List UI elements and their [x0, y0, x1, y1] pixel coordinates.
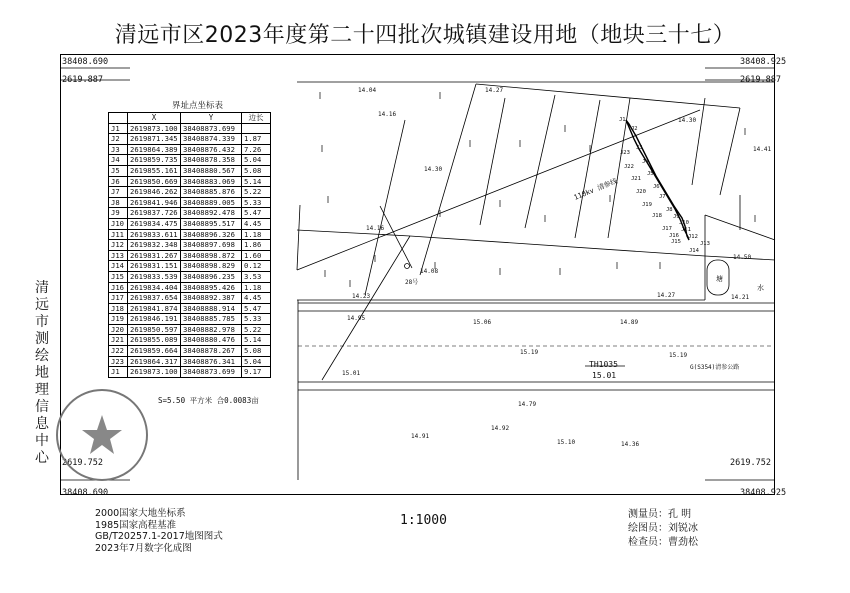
coord-cell-y: 38408885.876: [181, 187, 242, 198]
coord-cell-len: 5.33: [242, 314, 271, 325]
footer-left: [95, 508, 223, 554]
pt-j22: J22: [624, 164, 634, 170]
coord-cell-len: 5.14: [242, 176, 271, 187]
coord-cell-pt: J6: [109, 176, 128, 187]
water-label: 水: [757, 284, 764, 292]
coord-cell-pt: J10: [109, 218, 128, 229]
coord-cell-x: 2619850.669: [128, 176, 181, 187]
elev-label: 14.91: [411, 433, 430, 440]
elev-label: 14.21: [731, 294, 750, 301]
coord-table: [108, 112, 271, 378]
coord-cell-x: 2619855.089: [128, 335, 181, 346]
corner-tl-x: 38408.690: [62, 57, 109, 67]
coord-table-row: [109, 134, 271, 145]
coord-table-row: [109, 208, 271, 219]
elev-label: 14.16: [366, 225, 385, 232]
elev-label: 14.79: [518, 401, 537, 408]
coord-cell-x: 2619850.597: [128, 324, 181, 335]
corner-tr-x: 38408.925: [740, 57, 787, 67]
coord-cell-len: 9.17: [242, 367, 271, 378]
elev-label: 14.50: [733, 254, 752, 261]
coord-col-pt: [109, 113, 128, 124]
corner-tr-y: 2619.887: [740, 75, 781, 85]
pond-label: 塘: [716, 275, 723, 283]
coord-col-y: Y: [181, 113, 242, 124]
coord-cell-x: 2619841.874: [128, 303, 181, 314]
road-code-label: TH1035: [589, 360, 618, 369]
coord-cell-len: 5.04: [242, 356, 271, 367]
footer-date: 2023年7月数字化成图: [95, 542, 192, 554]
coord-cell-x: 2619846.262: [128, 187, 181, 198]
pt-j16: J16: [669, 233, 679, 239]
field-lines: [297, 82, 775, 480]
coord-cell-y: 38408892.387: [181, 293, 242, 304]
road-name-label: G(S354)清参公路: [690, 364, 740, 371]
footer-crs: 2000国家大地坐标系: [95, 508, 186, 519]
coord-table-title: 界址点坐标表: [172, 101, 224, 111]
coord-cell-x: 2619841.946: [128, 197, 181, 208]
coord-cell-y: 38408898.829: [181, 261, 242, 272]
coord-cell-len: 5.47: [242, 303, 271, 314]
elev-label: 14.89: [620, 319, 639, 326]
elev-label: 14.41: [753, 146, 772, 153]
coord-cell-len: 3.53: [242, 271, 271, 282]
coord-cell-pt: J20: [109, 324, 128, 335]
coord-cell-x: 2619871.345: [128, 134, 181, 145]
coord-cell-x: 2619859.735: [128, 155, 181, 166]
coord-cell-x: 2619873.100: [128, 367, 181, 378]
coord-cell-pt: J7: [109, 187, 128, 198]
corner-tl-y: 2619.887: [62, 75, 103, 85]
coord-cell-pt: J15: [109, 271, 128, 282]
coord-cell-pt: J14: [109, 261, 128, 272]
coord-cell-len: [242, 123, 271, 134]
elev-label: 14.04: [358, 87, 377, 94]
coord-cell-y: 38408895.517: [181, 218, 242, 229]
coord-cell-pt: J18: [109, 303, 128, 314]
coord-cell-len: 4.45: [242, 218, 271, 229]
coord-cell-len: 1.87: [242, 134, 271, 145]
surveyor-name: 孔 明: [668, 509, 692, 520]
coord-cell-x: 2619873.100: [128, 123, 181, 134]
coord-cell-len: 4.45: [242, 293, 271, 304]
coord-table-row: [109, 367, 271, 378]
coord-cell-y: 38408896.235: [181, 271, 242, 282]
elev-label: 14.30: [424, 166, 443, 173]
coord-cell-y: 38408873.699: [181, 123, 242, 134]
pt-j4: J4: [642, 159, 649, 165]
coord-cell-len: 1.86: [242, 240, 271, 251]
pt-j7: J7: [659, 194, 666, 200]
pt-j14: J14: [689, 248, 699, 254]
drafter-name: 刘锐冰: [668, 523, 698, 534]
pt-j11: J11: [681, 227, 691, 233]
coord-cell-x: 2619832.348: [128, 240, 181, 251]
pt-j2: J2: [631, 126, 638, 132]
coord-cell-pt: J11: [109, 229, 128, 240]
elev-label: 14.16: [378, 111, 397, 118]
pt-j23: J23: [620, 150, 630, 156]
elev-label: 14.36: [621, 441, 640, 448]
coord-cell-y: 38408878.358: [181, 155, 242, 166]
footer-right: [628, 508, 698, 550]
pt-j18: J18: [652, 213, 662, 219]
coord-cell-len: 5.33: [242, 197, 271, 208]
map-scale: 1:1000: [400, 513, 447, 528]
elev-label: 15.06: [473, 319, 492, 326]
elev-label: 15.01: [342, 370, 361, 377]
coord-table-row: [109, 250, 271, 261]
elev-label: 14.95: [347, 315, 366, 322]
pt-j10: J10: [679, 220, 689, 226]
surveyor-label: 测量员：: [628, 509, 668, 520]
pole-icon: [405, 264, 410, 269]
corner-bl-x: 38408.690: [62, 488, 109, 498]
coord-cell-y: 38408883.069: [181, 176, 242, 187]
corner-bl-y: 2619.752: [62, 458, 103, 468]
coord-cell-len: 0.12: [242, 261, 271, 272]
coord-cell-pt: J17: [109, 293, 128, 304]
checker-name: 曹劲松: [668, 537, 698, 548]
pt-j5: J5: [647, 171, 654, 177]
coord-cell-y: 38408876.341: [181, 356, 242, 367]
coord-cell-x: 2619837.654: [128, 293, 181, 304]
coord-cell-y: 38408880.567: [181, 165, 242, 176]
coord-cell-y: 38408874.339: [181, 134, 242, 145]
pt-j6: J6: [653, 184, 660, 190]
coord-cell-pt: J3: [109, 144, 128, 155]
coord-cell-x: 2619846.191: [128, 314, 181, 325]
coord-table-row: [109, 324, 271, 335]
coord-cell-pt: J16: [109, 282, 128, 293]
coord-cell-pt: J22: [109, 346, 128, 357]
pt-j15: J15: [671, 239, 681, 245]
elev-label: 14.30: [678, 117, 697, 124]
coord-cell-x: 2619837.726: [128, 208, 181, 219]
coord-cell-x: 2619864.389: [128, 144, 181, 155]
coord-col-len: 边长: [242, 113, 271, 124]
coord-cell-len: 5.14: [242, 335, 271, 346]
coord-table-row: [109, 346, 271, 357]
coord-table-row: [109, 155, 271, 166]
pt-j17: J17: [662, 226, 672, 232]
coord-table-row: [109, 165, 271, 176]
road: [298, 303, 775, 390]
coord-cell-x: 2619831.267: [128, 250, 181, 261]
elev-label: 14.92: [491, 425, 510, 432]
drafter-label: 绘图员：: [628, 523, 668, 534]
coord-cell-y: 38408889.005: [181, 197, 242, 208]
coord-cell-x: 2619833.611: [128, 229, 181, 240]
coord-col-x: X: [128, 113, 181, 124]
coord-table-row: [109, 293, 271, 304]
official-seal: [52, 385, 152, 485]
coord-cell-y: 38408882.978: [181, 324, 242, 335]
coord-cell-x: 2619834.475: [128, 218, 181, 229]
pt-j8: J8: [666, 207, 673, 213]
coord-cell-pt: J2: [109, 134, 128, 145]
coord-cell-len: 1.18: [242, 282, 271, 293]
coord-cell-len: 7.26: [242, 144, 271, 155]
coord-table-row: [109, 229, 271, 240]
coord-table-row: [109, 197, 271, 208]
footer-standard: GB/T20257.1-2017地图图式: [95, 531, 223, 542]
pt-j3: J3: [636, 145, 643, 151]
coord-cell-len: 5.08: [242, 165, 271, 176]
coord-cell-x: 2619855.161: [128, 165, 181, 176]
coord-cell-y: 38408873.699: [181, 367, 242, 378]
coord-table-row: [109, 144, 271, 155]
coord-table-row: [109, 282, 271, 293]
coord-cell-x: 2619859.664: [128, 346, 181, 357]
coord-cell-pt: J19: [109, 314, 128, 325]
coord-cell-x: 2619831.151: [128, 261, 181, 272]
coord-table-row: [109, 335, 271, 346]
coord-cell-len: 5.22: [242, 324, 271, 335]
coord-table-row: [109, 240, 271, 251]
elev-label: 15.19: [669, 352, 688, 359]
pt-j13: J13: [700, 241, 710, 247]
elev-label: 15.10: [557, 439, 576, 446]
coord-cell-y: 38408880.476: [181, 335, 242, 346]
elev-label: 14.27: [657, 292, 676, 299]
coord-cell-len: 5.47: [242, 208, 271, 219]
coord-table-row: [109, 261, 271, 272]
coord-cell-len: 5.04: [242, 155, 271, 166]
pole-label: 28号: [405, 279, 419, 286]
coord-cell-len: 1.60: [242, 250, 271, 261]
coord-cell-pt: J8: [109, 197, 128, 208]
pt-j1: J1: [619, 117, 626, 123]
pt-j9: J9: [673, 214, 680, 220]
coord-cell-pt: J1: [109, 367, 128, 378]
coord-cell-x: 2619834.404: [128, 282, 181, 293]
coord-cell-len: 1.18: [242, 229, 271, 240]
corner-br-y: 2619.752: [730, 458, 771, 468]
elev-label: 14.23: [352, 293, 371, 300]
coord-table-row: [109, 187, 271, 198]
seal-star-icon: [82, 415, 122, 454]
coord-cell-pt: J5: [109, 165, 128, 176]
coord-cell-y: 38408876.432: [181, 144, 242, 155]
pt-j20: J20: [636, 189, 646, 195]
coord-cell-pt: J23: [109, 356, 128, 367]
elev-label: 14.27: [485, 87, 504, 94]
pt-j12: J12: [688, 234, 698, 240]
powerline-label: 110kv 清参线: [572, 177, 619, 202]
map-title: 清远市区2023年度第二十四批次城镇建设用地（地块三十七）: [114, 23, 736, 48]
coord-table-row: [109, 271, 271, 282]
coord-cell-pt: J12: [109, 240, 128, 251]
checker-label: 检查员：: [628, 537, 668, 548]
coord-cell-y: 38408896.326: [181, 229, 242, 240]
coord-table-area: S=5.50 平方米 合0.0083亩: [158, 396, 259, 405]
elev-label: 14.08: [420, 268, 439, 275]
coord-table-row: [109, 123, 271, 134]
corner-br-x: 38408.925: [740, 488, 787, 498]
coord-table-row: [109, 176, 271, 187]
side-organization-text: 清远市测绘地理信息中心: [35, 280, 49, 466]
coord-table-row: [109, 356, 271, 367]
coord-table-row: [109, 314, 271, 325]
pt-j21: J21: [631, 176, 641, 182]
coord-cell-y: 38408897.698: [181, 240, 242, 251]
coord-cell-x: 2619864.317: [128, 356, 181, 367]
coord-cell-len: 5.22: [242, 187, 271, 198]
coord-table-row: [109, 218, 271, 229]
coord-cell-x: 2619833.539: [128, 271, 181, 282]
elev-label: 15.19: [520, 349, 539, 356]
coord-cell-y: 38408878.267: [181, 346, 242, 357]
coord-cell-pt: J9: [109, 208, 128, 219]
footer-datum: 1985国家高程基准: [95, 519, 177, 531]
coord-table-row: [109, 303, 271, 314]
coord-cell-pt: J4: [109, 155, 128, 166]
coord-cell-y: 38408885.785: [181, 314, 242, 325]
coord-cell-y: 38408898.872: [181, 250, 242, 261]
pt-j19: J19: [642, 202, 652, 208]
coord-cell-y: 38408895.426: [181, 282, 242, 293]
coord-cell-pt: J1: [109, 123, 128, 134]
coord-cell-y: 38408888.914: [181, 303, 242, 314]
coord-cell-y: 38408892.478: [181, 208, 242, 219]
coord-cell-len: 5.08: [242, 346, 271, 357]
road-elev-label: 15.01: [592, 371, 617, 380]
coord-cell-pt: J21: [109, 335, 128, 346]
coord-cell-pt: J13: [109, 250, 128, 261]
